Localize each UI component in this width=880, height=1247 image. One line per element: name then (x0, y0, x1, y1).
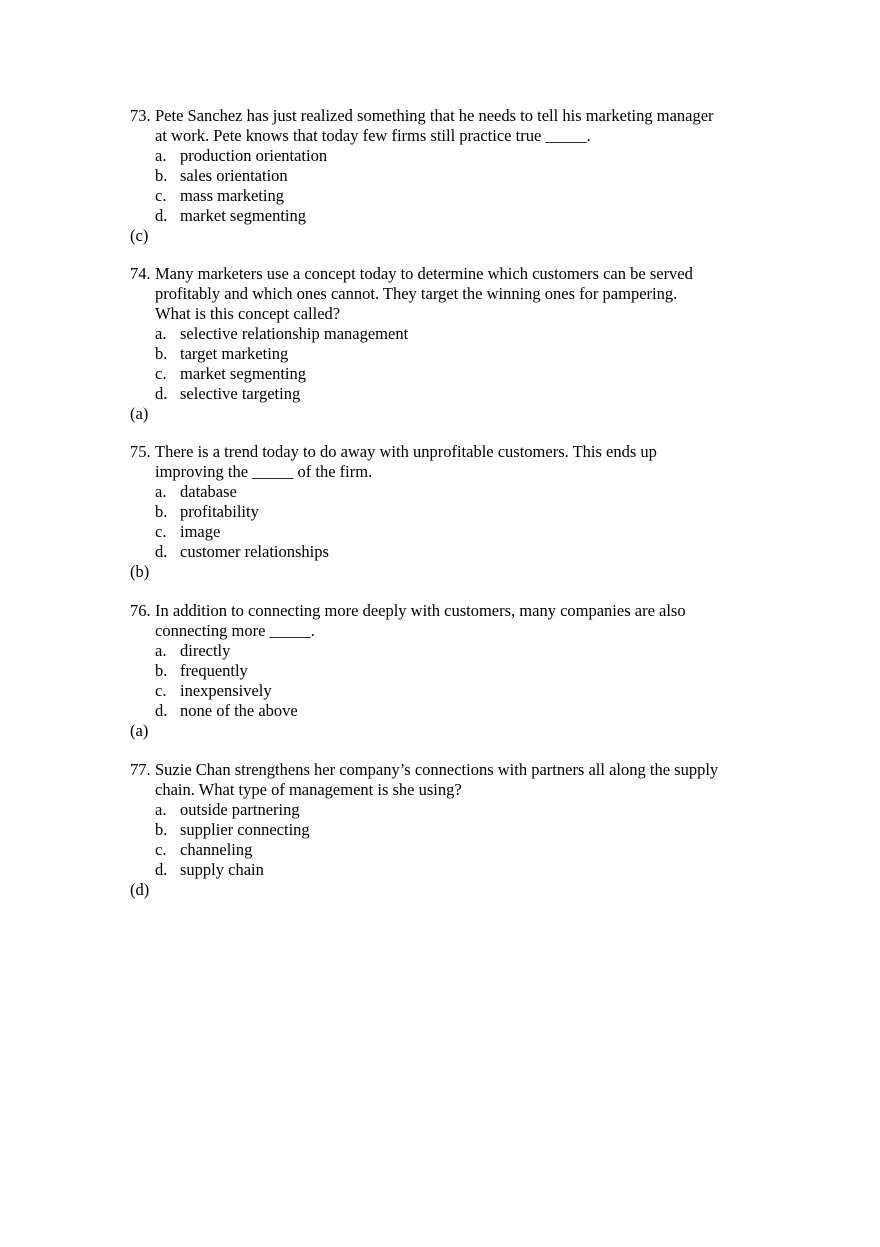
option-a (130, 482, 770, 502)
option-text: image (180, 522, 221, 541)
option-letter: c. (155, 186, 167, 205)
option-text: selective targeting (180, 384, 301, 403)
answer-key: (a) (130, 721, 149, 740)
question-stem-line: connecting more _____. (155, 621, 315, 640)
question-number: 77. (130, 760, 151, 779)
question-stem-line: at work. Pete knows that today few firms still practice true _____. (155, 126, 591, 145)
option-text: market segmenting (180, 364, 307, 383)
option-text: production orientation (180, 146, 328, 165)
question-74 (130, 264, 770, 424)
question-number: 73. (130, 106, 151, 125)
option-letter: a. (155, 641, 167, 660)
question-stem-line: chain. What type of management is she using? (155, 780, 462, 799)
question-76 (130, 601, 770, 741)
question-stem-line (130, 264, 770, 284)
option-text: directly (180, 641, 231, 660)
answer-key: (a) (130, 404, 149, 423)
option-letter: b. (155, 344, 168, 363)
option-letter: d. (155, 542, 168, 561)
option-c (130, 364, 770, 384)
option-text: supply chain (180, 860, 264, 879)
option-d (130, 542, 770, 562)
option-b (130, 502, 770, 522)
question-stem-text: There is a trend today to do away with unprofitable customers. This ends up (155, 442, 657, 461)
option-d (130, 701, 770, 721)
question-stem-text: Suzie Chan strengthens her company’s connections with partners all along the supply (155, 760, 719, 779)
option-text: market segmenting (180, 206, 307, 225)
option-b (130, 661, 770, 681)
option-text: sales orientation (180, 166, 288, 185)
answer-key: (b) (130, 562, 150, 581)
option-text: mass marketing (180, 186, 285, 205)
question-stem-line (130, 106, 770, 126)
question-stem-line (130, 601, 770, 621)
question-stem-line: profitably and which ones cannot. They target the winning ones for pampering. (155, 284, 678, 303)
option-letter: d. (155, 206, 168, 225)
question-stem-text: Pete Sanchez has just realized something that he needs to tell his marketing manager (155, 106, 714, 125)
option-letter: d. (155, 384, 168, 403)
question-stem-line: improving the _____ of the firm. (155, 462, 373, 481)
option-text: customer relationships (180, 542, 329, 561)
option-letter: a. (155, 482, 167, 501)
option-letter: a. (155, 324, 167, 343)
option-a (130, 800, 770, 820)
option-d (130, 206, 770, 226)
question-stem-text: Many marketers use a concept today to determine which customers can be served (155, 264, 693, 283)
option-text: target marketing (180, 344, 289, 363)
option-letter: d. (155, 860, 168, 879)
option-a (130, 641, 770, 661)
option-letter: c. (155, 840, 167, 859)
question-number: 75. (130, 442, 151, 461)
option-text: channeling (180, 840, 253, 859)
option-a (130, 146, 770, 166)
option-letter: c. (155, 522, 167, 541)
option-c (130, 681, 770, 701)
option-text: none of the above (180, 701, 298, 720)
option-letter: c. (155, 681, 167, 700)
option-letter: a. (155, 146, 167, 165)
option-letter: b. (155, 502, 168, 521)
option-text: supplier connecting (180, 820, 310, 839)
option-letter: b. (155, 820, 168, 839)
option-d (130, 384, 770, 404)
option-b (130, 344, 770, 364)
option-text: frequently (180, 661, 248, 680)
option-text: outside partnering (180, 800, 300, 819)
question-number: 74. (130, 264, 151, 283)
answer-key: (d) (130, 880, 150, 899)
question-75 (130, 442, 770, 582)
option-letter: c. (155, 364, 167, 383)
question-stem-text: In addition to connecting more deeply with customers, many companies are also (155, 601, 686, 620)
option-c (130, 186, 770, 206)
option-c (130, 840, 770, 860)
option-text: selective relationship management (180, 324, 409, 343)
question-stem-line: What is this concept called? (155, 304, 341, 323)
option-b (130, 820, 770, 840)
option-letter: d. (155, 701, 168, 720)
option-c (130, 522, 770, 542)
question-number: 76. (130, 601, 151, 620)
option-text: database (180, 482, 237, 501)
option-d (130, 860, 770, 880)
option-letter: b. (155, 166, 168, 185)
answer-key: (c) (130, 226, 149, 245)
option-text: inexpensively (180, 681, 272, 700)
option-b (130, 166, 770, 186)
question-73 (130, 106, 770, 246)
option-a (130, 324, 770, 344)
question-stem-line (130, 442, 770, 462)
question-stem-line (130, 760, 770, 780)
option-letter: a. (155, 800, 167, 819)
option-letter: b. (155, 661, 168, 680)
question-77 (130, 760, 770, 900)
option-text: profitability (180, 502, 259, 521)
